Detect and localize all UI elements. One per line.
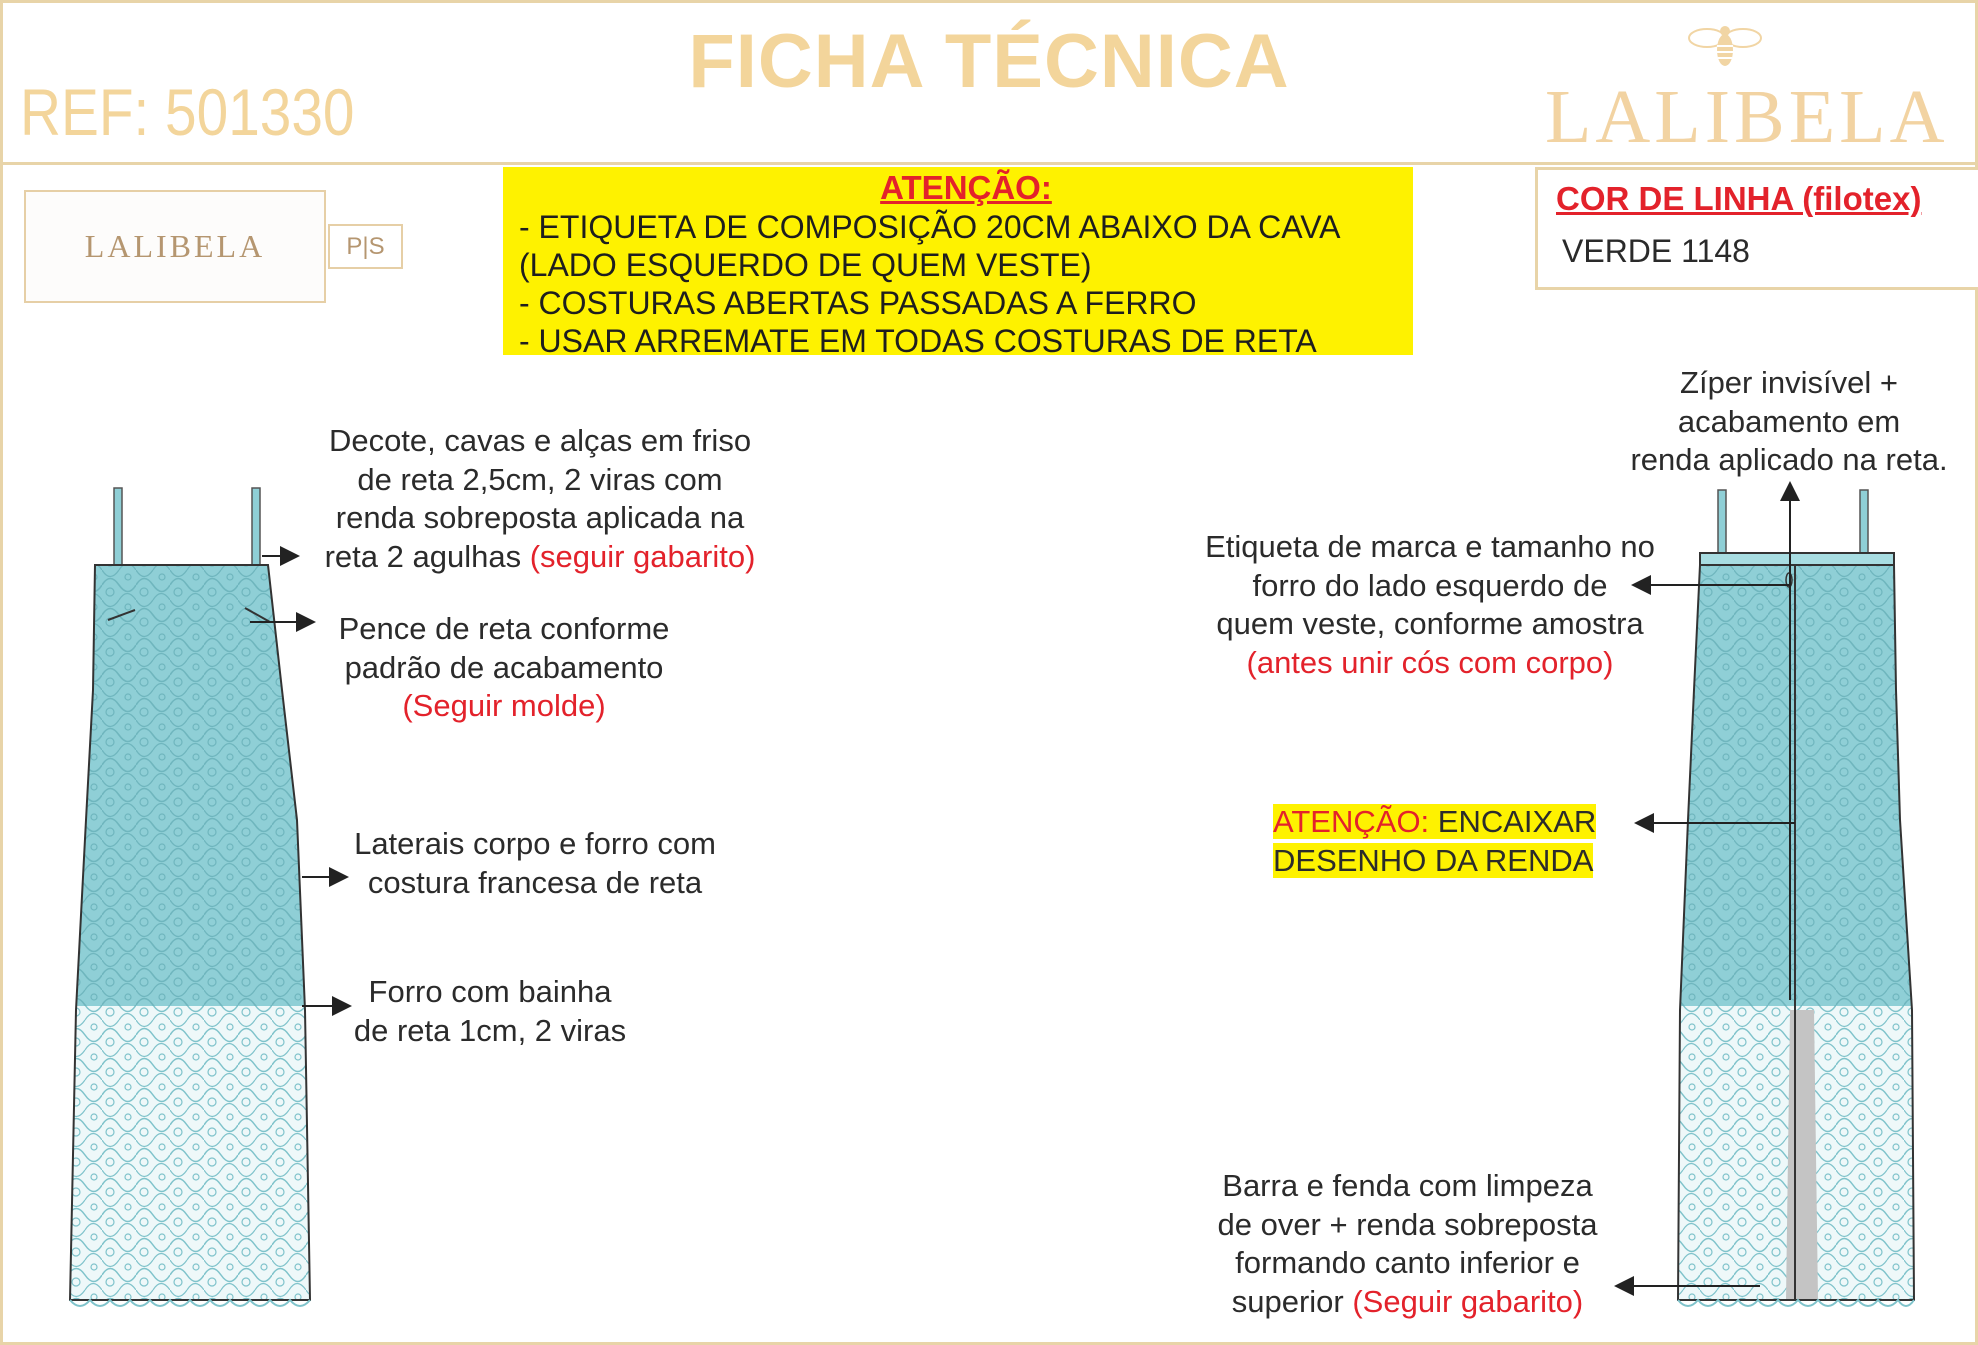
attention-line: (LADO ESQUERDO DE QUEM VESTE) <box>519 247 1092 283</box>
note-line: forro do lado esquerdo de <box>1252 567 1608 603</box>
note-line: Pence de reta conforme <box>338 611 670 646</box>
thread-color-title: COR DE LINHA (filotex) <box>1556 180 1922 217</box>
brand-logo: LALIBELA <box>1545 75 1949 159</box>
front-strap-right <box>252 488 260 568</box>
note-line <box>1273 803 1633 842</box>
note-lace-match <box>1273 803 1633 880</box>
note-line: de reta 2,5cm, 2 viras com <box>357 461 723 497</box>
reference-code: REF: 501330 <box>20 75 355 149</box>
note-line <box>1273 842 1633 881</box>
note-line: acabamento em <box>1677 403 1901 439</box>
note-text: ENCAIXAR <box>1429 804 1597 839</box>
note-lining-hem <box>330 973 650 1050</box>
note-line: quem veste, conforme amostra <box>1216 606 1644 641</box>
note-red-text: (antes unir cós com corpo) <box>1246 644 1614 680</box>
note-line <box>1175 1283 1640 1322</box>
note-line: padrão de acabamento <box>344 649 664 685</box>
note-line: Zíper invisível + <box>1680 365 1898 400</box>
note-red-text: (Seguir gabarito) <box>1352 1283 1584 1319</box>
note-line: Barra e fenda com limpeza <box>1222 1168 1593 1203</box>
size-label-tag: P|S <box>328 224 403 269</box>
note-text: DESENHO DA RENDA <box>1273 842 1594 878</box>
note-line: formando canto inferior e <box>1235 1245 1580 1280</box>
note-line: Etiqueta de marca e tamanho no <box>1205 529 1655 564</box>
note-red-text: (Seguir molde) <box>402 688 606 723</box>
note-red-text: (seguir gabarito) <box>529 538 756 574</box>
note-line: costura francesa de reta <box>367 864 703 900</box>
tag-brand-text: LALIBELA <box>84 228 266 264</box>
front-strap-left <box>114 488 122 568</box>
note-dart <box>316 610 692 726</box>
note-line: renda sobreposta aplicada na <box>335 500 745 535</box>
note-hem-slit <box>1175 1167 1640 1321</box>
attention-line: - ETIQUETA DE COMPOSIÇÃO 20CM ABAIXO DA CAVA <box>519 209 1341 245</box>
note-zipper <box>1600 364 1978 480</box>
attention-line: - USAR ARREMATE EM TODAS COSTURAS DE RETA <box>519 323 1317 355</box>
note-line: de reta 1cm, 2 viras <box>353 1012 627 1048</box>
attention-title: ATENÇÃO: <box>880 169 1052 206</box>
note-brand-size-label <box>1170 528 1690 682</box>
page-title: FICHA TÉCNICA <box>688 19 1290 104</box>
note-line: Decote, cavas e alças em friso <box>328 423 752 458</box>
note-red-text: ATENÇÃO: <box>1273 804 1430 839</box>
back-slit <box>1786 1010 1818 1300</box>
note-side-seams <box>330 825 740 902</box>
note-line: Laterais corpo e forro com <box>354 826 716 861</box>
back-dress <box>1670 490 1920 1306</box>
note-neckline-straps <box>300 422 780 576</box>
note-line: renda aplicado na reta. <box>1630 442 1948 477</box>
note-line <box>300 538 780 577</box>
note-text: superior <box>1231 1283 1353 1319</box>
note-text: reta 2 agulhas <box>324 538 530 574</box>
note-line: de over + renda sobreposta <box>1217 1206 1598 1242</box>
attention-line: - COSTURAS ABERTAS PASSADAS A FERRO <box>519 285 1197 321</box>
front-dress <box>60 488 320 1306</box>
thread-color-value: VERDE 1148 <box>1562 233 1750 269</box>
note-line: Forro com bainha <box>368 974 612 1009</box>
